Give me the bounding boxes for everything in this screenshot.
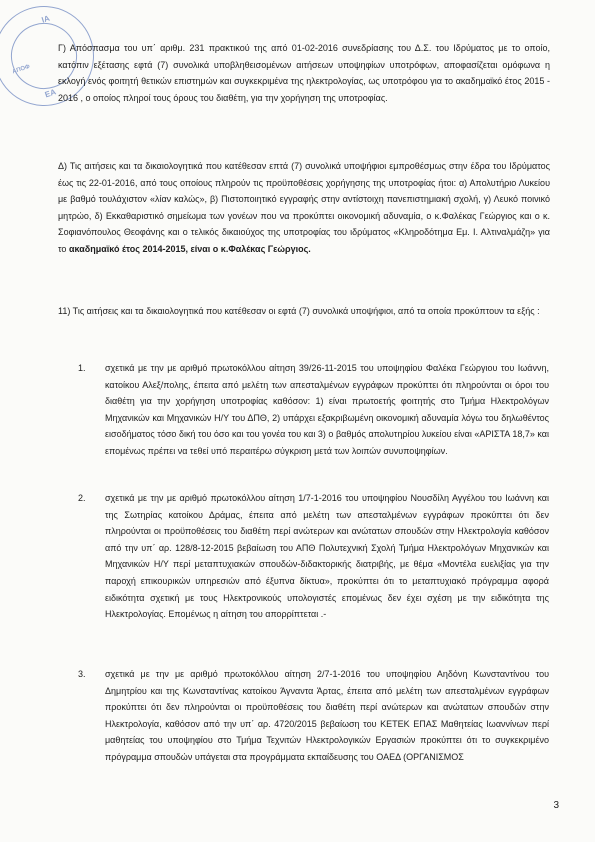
seal-text-bottom: ΕΑ [43, 87, 58, 100]
list-item-number: 2. [78, 493, 86, 503]
seal-text-top: ΙΑ [40, 13, 51, 25]
paragraph-delta [58, 158, 550, 258]
list-item-text: σχετικά με την με αριθμό πρωτοκόλλου αίτηση 2/7-1-2016 του υποψηφίου Αηδόνη Κωνσταντίνου του Δημητρίου και της Κωνσταντίνας κατοίκου Άγναντα Άρτας, έπειτα από μελέτη των απεσταλμένων εγγράφων προκύπτει ότι δεν πληρούνται οι προϋποθέσεις του διαθέτη περί ανώτερων και ανώτατων σπουδών στην Ηλεκτρολογία, καθόσον από την υπ΄ αρ. 4720/2015 βεβαίωση του ΚΕΤΕΚ ΕΠΑΣ Μαθητείας Ιωαννίνων περί μαθητείας του υποψηφίου στο Τμήμα Τεχνιτών Ηλεκτρολογικών Εργασιών προκύπτει ότι το συγκεκριμένο πρόγραμμα σπουδών υπάγεται στα προγράμματα εκπαίδευσης του ΟΑΕΔ (ΟΡΓΑΝΙΣΜΟΣ [105, 669, 549, 762]
seal-text-left: ΑΠΟΦ [11, 64, 31, 76]
list-item-text: σχετικά με την με αριθμό πρωτοκόλλου αίτηση 1/7-1-2016 του υποψηφίου Νουσδίλη Αγγέλου του Ιωάννη και της Σωτηρίας κατοίκου Δράμας, έπειτα από μελέτη των απεσταλμένων εγγράφων προκύπτει ότι δεν πληρούνται οι προϋποθέσεις του διαθέτη περί ανώτερων και ανώτατων σπουδών στην Ηλεκτρολογία καθόσον από την υπ΄ αρ. 128/8-12-2015 βεβαίωση του ΑΠΘ Πολυτεχνική Σχολή Τμήμα Ηλεκτρολόγων Μηχανικών και Μηχανικών Η/Υ περί μεταπτυχιακών σπουδών-διδακτορικής διατριβής, με θέμα «Μοντέλα ευελιξίας για την παροχή επικουρικών υπηρεσιών από έξυπνα δίκτυα», προκύπτει ότι το μεταπτυχιακό πρόγραμμα αφορά ειδικότητα σχετική με τους Ηλεκτρονικούς υπολογιστές επομένως δεν έχει σχέση με την ειδικότητα της Ηλεκτρολογίας. Επομένως η αίτηση του απορρίπτεται .- [105, 493, 549, 620]
paragraph-gamma: Γ) Απόσπασμα του υπ΄ αριθμ. 231 πρακτικού της από 01-02-2016 συνεδρίασης του Δ.Σ. του Ιδρύματος με το οποίο, κατόπιν εξέτασης εφτά (7) συνολικά υποβληθεισομένων αιτήσεων υποψηφίων υποτρόφων, αποφασίζεται ομόφωνα η εκλογή ενός φοιτητή θετικών επιστημών και συγκεκριμένα της ηλεκτρολογίας, ως υποτρόφου για το ακαδημαϊκό έτος 2015 - 2016 , ο οποίος πληροί τους όρους του διαθέτη, για την χορήγηση της υποτροφίας. [58, 43, 550, 103]
paragraph-eleven: 11) Τις αιτήσεις και τα δικαιολογητικά που κατέθεσαν οι εφτά (7) συνολικά υποψήφιοι, από τα οποία προκύπτουν τα εξής : [58, 306, 540, 316]
list-item-text: σχετικά με την με αριθμό πρωτοκόλλου αίτηση 39/26-11-2015 του υποψηφίου Φαλέκα Γεώργιου του Ιωάννη, κατοίκου Αλεξ/πολης, έπειτα από μελέτη των απεσταλμένων εγγράφων προκύπτει ότι πληρούνται οι όροι του διαθέτη για την χορήγηση υποτροφίας καθόσον: 1) είναι πρωτοετής φοιτητής στο Τμήμα Ηλεκτρολόγων Μηχανικών και Μηχανικών Η/Υ του ΔΠΘ, 2) υπάρχει εξακριβωμένη οικονομική αδυναμία λόγω του δηλωθέντος εισοδήματος τόσο δική του όσο και του γονέα του και 3) ο βαθμός απολυτηρίου λυκείου είναι «ΑΡΙΣΤΑ 18,7» και επομένως πρέπει να τεθεί υπό περαιτέρω σύγκριση μετά των λοιπών συνυποψηφίων. [105, 363, 549, 456]
paragraph-delta-bold: ακαδημαϊκό έτος 2014-2015, είναι ο κ.Φαλέκας Γεώργιος. [68, 243, 311, 254]
page-number: 3 [553, 800, 559, 811]
list-item-number: 1. [78, 363, 86, 373]
list-item-number: 3. [78, 669, 86, 679]
paragraph-delta-text: Δ) Τις αιτήσεις και τα δικαιολογητικά που κατέθεσαν επτά (7) συνολικά υποψήφιοι εμπροθέσμως στην έδρα του Ιδρύματος έως τις 22-01-2016, από τους οποίους πληρούν τις προϋποθέσεις χορήγησης της υποτροφίας ήτοι: α) Απολυτήριο Λυκείου με βαθμό τουλάχιστον «λίαν καλώς», β) Πιστοποιητικό εγγραφής στην αντίστοιχη πανεπιστημιακή σχολή, γ) Λευκό ποινικό μητρώο, δ) Εκκαθαριστικό σημείωμα των γονέων που να προκύπτει οικονομική αδυναμία, ο κ.Φαλέκας Γεώργιος και ο κ. Σοφιανόπουλος Θεοφάνης και ο τελικός δικαιούχος της υποτροφίας του ιδρύματος «Κληροδότημα Εμ. Ι. Αλτιναλμάζη» για το [58, 161, 550, 254]
